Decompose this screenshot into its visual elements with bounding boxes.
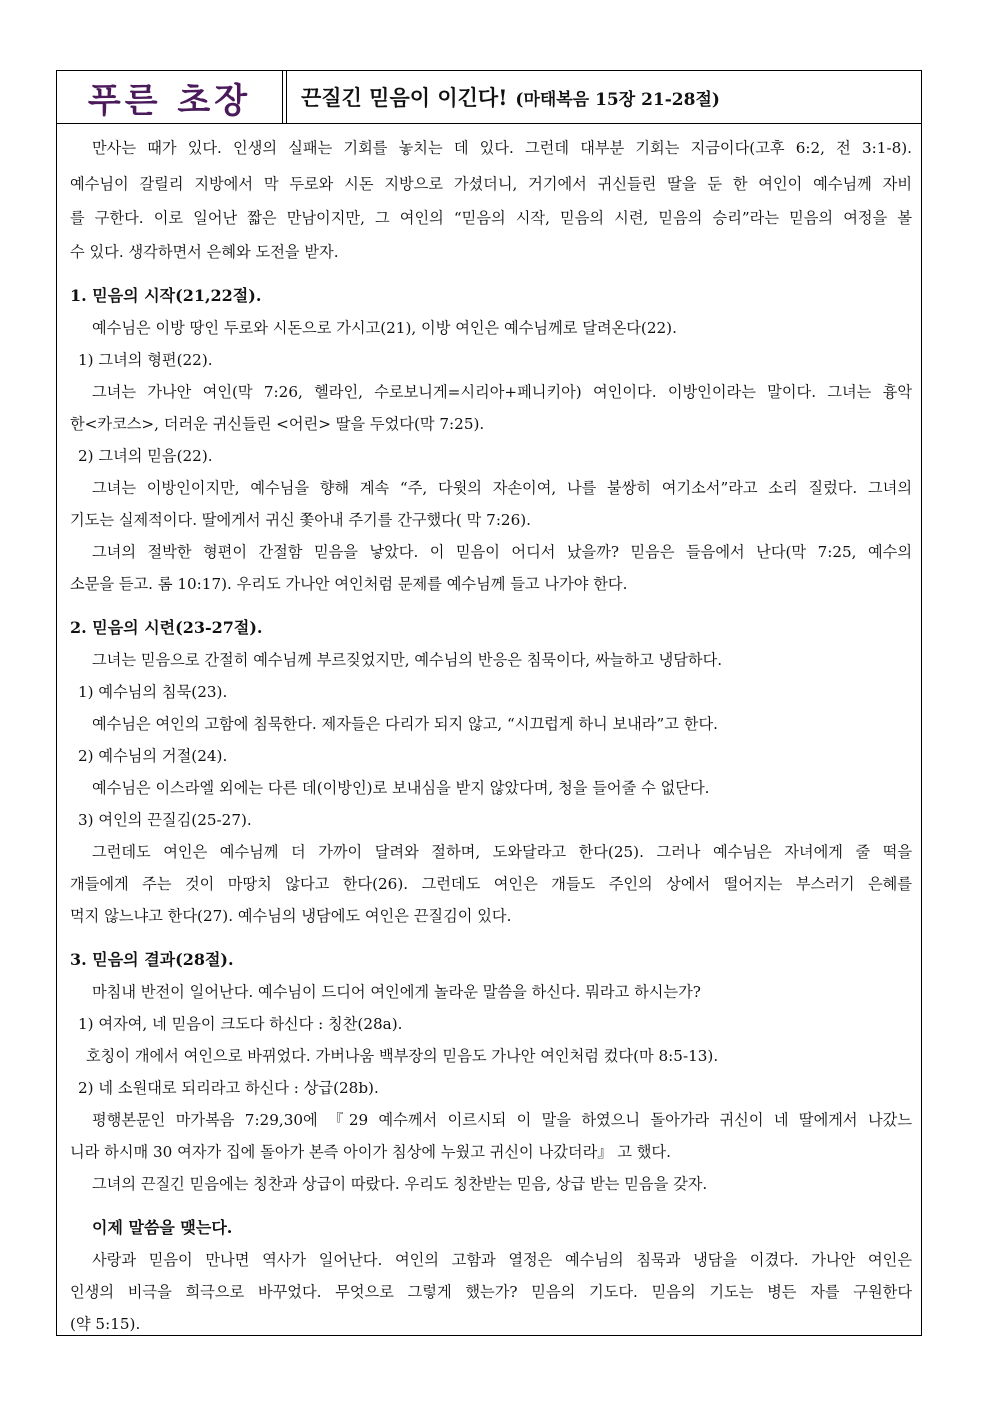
scripture-reference: (마태복음 15장 21-28절) bbox=[515, 89, 720, 110]
conclusion-line: 인생의 비극을 희극으로 바꾸었다. 무엇으로 그렇게 했는가? 믿음의 기도다. 믿음의 기도는 병든 자를 구원한다 bbox=[70, 1283, 912, 1301]
subheading: 3) 여인의 끈질김(25-27). bbox=[78, 811, 252, 829]
body-line: 그녀는 가나안 여인(막 7:26, 헬라인, 수로보니게=시리아+페니키아) 여인이다. 이방인이라는 말이다. 그녀는 흉악 bbox=[92, 383, 912, 401]
conclusion-heading: 이제 말씀을 맺는다. bbox=[92, 1218, 233, 1237]
body-line: 마침내 반전이 일어난다. 예수님이 드디어 여인에게 놀라운 말씀을 하신다. 뭐라고 하시는가? bbox=[92, 983, 701, 1001]
subheading: 2) 예수님의 거절(24). bbox=[78, 747, 228, 765]
body-line: 개들에게 주는 것이 마땅치 않다고 한다(26). 그런데도 여인은 개들도 주인의 상에서 떨어지는 부스러기 은혜를 bbox=[70, 875, 912, 893]
body-line: 그녀의 절박한 형편이 간절함 믿음을 낳았다. 이 믿음이 어디서 났을까? 믿음은 들음에서 난다(막 7:25, 예수의 bbox=[92, 543, 912, 561]
body-line: 기도는 실제적이다. 딸에게서 귀신 쫓아내 주기를 간구했다( 막 7:26). bbox=[70, 511, 532, 529]
body-line: 그런데도 여인은 예수님께 더 가까이 달려와 절하며, 도와달라고 한다(25). 그러나 예수님은 자녀에게 줄 떡을 bbox=[92, 843, 912, 861]
subheading: 2) 네 소원대로 되리라고 하신다 : 상급(28b). bbox=[78, 1079, 379, 1097]
section-heading-1: 1. 믿음의 시작(21,22절). bbox=[70, 286, 262, 305]
section-heading-3: 3. 믿음의 결과(28절). bbox=[70, 950, 234, 969]
body-line: 니라 하시매 30 여자가 집에 돌아가 본즉 아이가 침상에 누웠고 귀신이 나갔더라』 고 했다. bbox=[70, 1143, 671, 1161]
body-line: 그녀는 믿음으로 간절히 예수님께 부르짖었지만, 예수님의 반응은 침묵이다, 싸늘하고 냉담하다. bbox=[92, 651, 723, 669]
intro-line: 수 있다. 생각하면서 은혜와 도전을 받자. bbox=[70, 243, 339, 261]
intro-line: 만사는 때가 있다. 인생의 실패는 기회를 놓치는 데 있다. 그런데 대부분 기회는 지금이다(고후 6:2, 전 3:1-8). bbox=[92, 139, 912, 157]
subject-box bbox=[286, 71, 921, 123]
brand-title: 푸른 초장 bbox=[87, 80, 252, 121]
conclusion-line: (약 5:15). bbox=[70, 1315, 141, 1333]
header-bar bbox=[57, 71, 921, 124]
brand-box bbox=[57, 71, 283, 123]
body-line: 먹지 않느냐고 한다(27). 예수님의 냉담에도 여인은 끈질김이 있다. bbox=[70, 907, 512, 925]
section-heading-2: 2. 믿음의 시련(23-27절). bbox=[70, 618, 263, 637]
body-line: 한<카코스>, 더러운 귀신들린 <어린> 딸을 두었다(막 7:25). bbox=[70, 415, 485, 433]
intro-line: 를 구한다. 이로 일어난 짧은 만남이지만, 그 여인의 “믿음의 시작, 믿음의 시련, 믿음의 승리”라는 믿음의 여정을 볼 bbox=[70, 209, 912, 227]
sermon-title: 끈질긴 믿음이 이긴다! bbox=[301, 85, 508, 110]
body-line: 예수님은 이방 땅인 두로와 시돈으로 가시고(21), 이방 여인은 예수님께로 달려온다(22). bbox=[92, 319, 677, 337]
subheading: 1) 예수님의 침묵(23). bbox=[78, 683, 228, 701]
body-line: 평행본문인 마가복음 7:29,30에 『29 예수께서 이르시되 이 말을 하였으니 돌아가라 귀신이 네 딸에게서 나갔느 bbox=[92, 1111, 912, 1129]
body-line: 예수님은 여인의 고함에 침묵한다. 제자들은 다리가 되지 않고, “시끄럽게 하니 보내라”고 한다. bbox=[92, 715, 718, 733]
subheading: 1) 그녀의 형편(22). bbox=[78, 351, 213, 369]
body-line: 그녀는 이방인이지만, 예수님을 향해 계속 “주, 다윗의 자손이여, 나를 불쌍히 여기소서”라고 소리 질렀다. 그녀의 bbox=[92, 479, 912, 497]
body-line: 그녀의 끈질긴 믿음에는 칭찬과 상급이 따랐다. 우리도 칭찬받는 믿음, 상급 받는 믿음을 갖자. bbox=[92, 1175, 708, 1193]
body-line: 예수님은 이스라엘 외에는 다른 데(이방인)로 보내심을 받지 않았다며, 청을 들어줄 수 없단다. bbox=[92, 779, 710, 797]
subheading: 2) 그녀의 믿음(22). bbox=[78, 447, 213, 465]
subheading: 1) 여자여, 네 믿음이 크도다 하신다 : 칭찬(28a). bbox=[78, 1015, 403, 1033]
body-line: 호칭이 개에서 여인으로 바뀌었다. 가버나움 백부장의 믿음도 가나안 여인처럼 컸다(마 8:5-13). bbox=[86, 1047, 719, 1065]
body-line: 소문을 듣고. 롬 10:17). 우리도 가나안 여인처럼 문제를 예수님께 들고 나가야 한다. bbox=[70, 575, 628, 593]
intro-line: 예수님이 갈릴리 지방에서 막 두로와 시돈 지방으로 가셨더니, 거기에서 귀신들린 딸을 둔 한 여인이 예수님께 자비 bbox=[70, 175, 912, 193]
conclusion-line: 사랑과 믿음이 만나면 역사가 일어난다. 여인의 고함과 열정은 예수님의 침묵과 냉담을 이겼다. 가나안 여인은 bbox=[92, 1251, 912, 1269]
